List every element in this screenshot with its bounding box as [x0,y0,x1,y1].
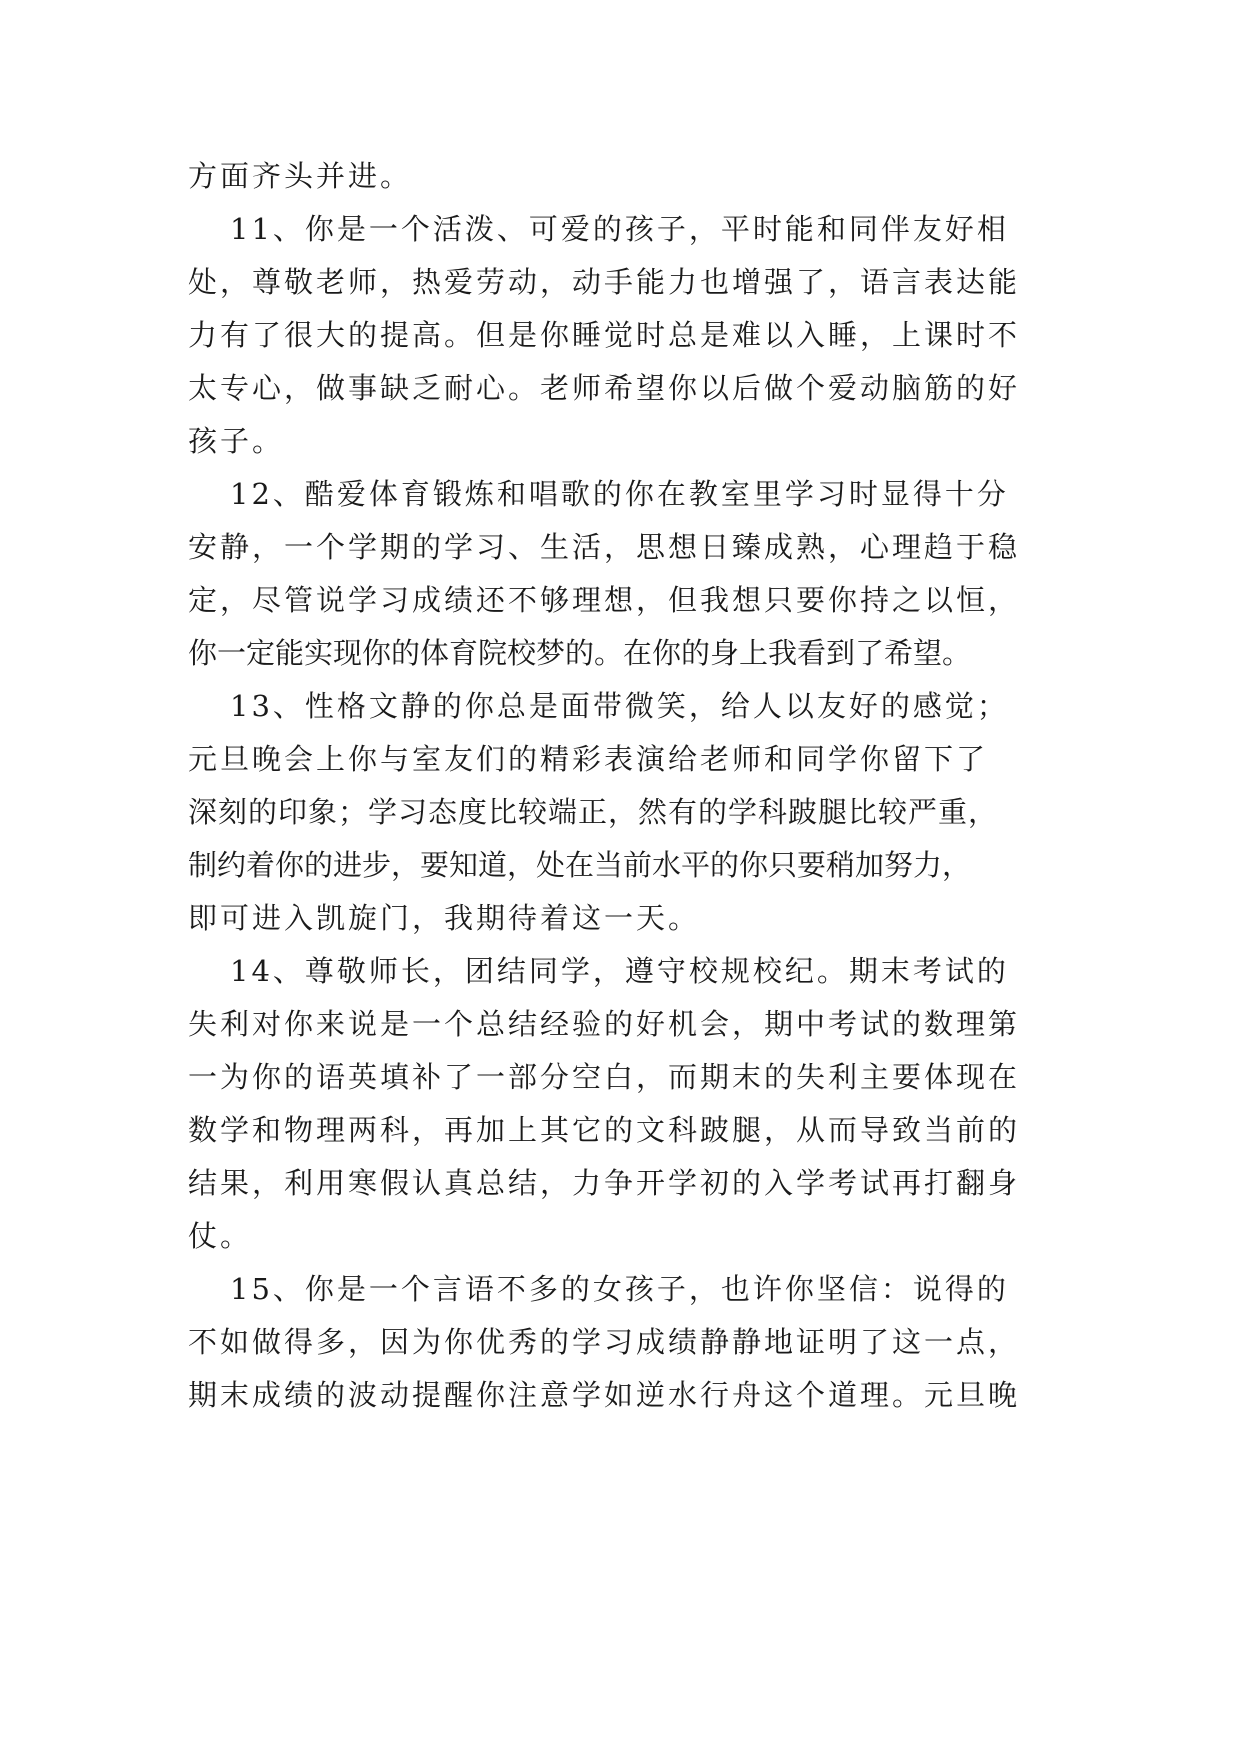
text-line: 定，尽管说学习成绩还不够理想，但我想只要你持之以恒， [188,583,1021,617]
text-line: 期末成绩的波动提醒你注意学如逆水行舟这个道理。元旦晚 [188,1378,1021,1412]
text-line: 一为你的语英填补了一部分空白，而期末的失利主要体现在 [188,1060,1021,1094]
text-line: 你一定能实现你的体育院校梦的。在你的身上我看到了希望。 [188,636,972,670]
text-line: 深刻的印象；学习态度比较端正，然有的学科跛腿比较严重， [188,795,999,829]
text-line: 力有了很大的提高。但是你睡觉时总是难以入睡，上课时不 [188,318,1021,352]
paragraph-13-start: 13、性格文静的你总是面带微笑，给人以友好的感觉； [230,689,1009,723]
text-line: 制约着你的进步，要知道，处在当前水平的你只要稍加努力， [188,848,972,882]
text-line: 太专心，做事缺乏耐心。老师希望你以后做个爱动脑筋的好 [188,371,1021,405]
text-line: 失利对你来说是一个总结经验的好机会，期中考试的数理第 [188,1007,1021,1041]
text-line: 即可进入凯旋门，我期待着这一天。 [188,901,701,935]
text-line: 结果，利用寒假认真总结，力争开学初的入学考试再打翻身 [188,1166,1021,1200]
paragraph-12-start: 12、酷爱体育锻炼和唱歌的你在教室里学习时显得十分 [230,477,1009,511]
text-line: 不如做得多，因为你优秀的学习成绩静静地证明了这一点， [188,1325,1021,1359]
paragraph-15-start: 15、你是一个言语不多的女孩子，也许你坚信：说得的 [230,1272,1009,1306]
paragraph-11-start: 11、你是一个活泼、可爱的孩子，平时能和同伴友好相 [230,212,1009,246]
paragraph-14-start: 14、尊敬师长，团结同学，遵守校规校纪。期末考试的 [230,954,1009,988]
text-line: 孩子。 [188,424,285,458]
text-line: 方面齐头并进。 [188,159,413,193]
text-line: 数学和物理两科，再加上其它的文科跛腿，从而导致当前的 [188,1113,1021,1147]
text-line: 处，尊敬老师，热爱劳动，动手能力也增强了，语言表达能 [188,265,1021,299]
text-line: 仗。 [188,1219,253,1253]
text-line: 元旦晚会上你与室友们的精彩表演给老师和同学你留下了 [188,742,989,776]
text-line: 安静，一个学期的学习、生活，思想日臻成熟，心理趋于稳 [188,530,1021,564]
